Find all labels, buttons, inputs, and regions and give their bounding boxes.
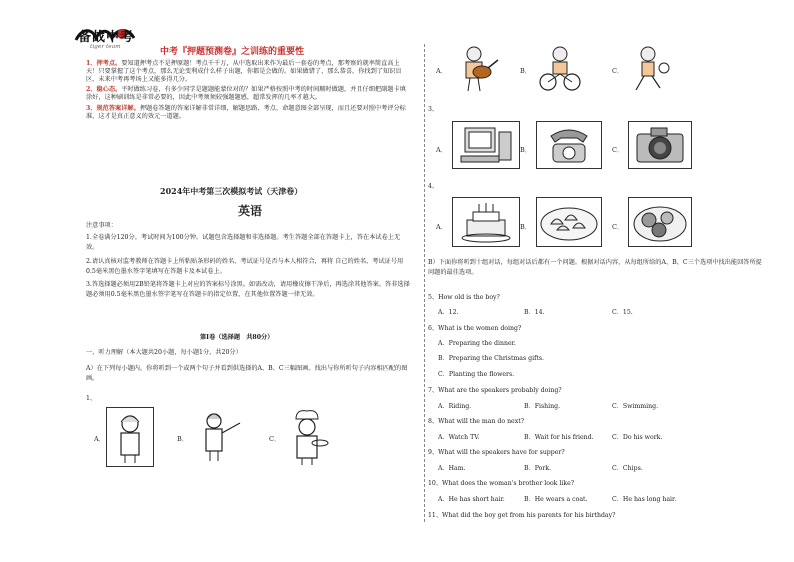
intro-text-1: 要知道押考点不是押原题！考点千千万，从中选取出来作为最后一套卷的考点，那考察的就率简直高上天！只要掌握了这个考点，那么无论变利成什么样子出题，你都是会做的。如果做错了，那么恭喜，你找到了知识盲区，未来中考再考场上又能多得几分。 xyxy=(86,60,402,83)
q3-pic-a xyxy=(452,121,520,169)
old-woman-icon xyxy=(107,408,153,466)
q5-option-c: C．15. xyxy=(612,309,633,316)
q8-option-b: B．Wait for his friend. xyxy=(524,434,594,441)
q2-pic-a xyxy=(452,44,500,94)
q3-option-a: A． xyxy=(436,146,448,154)
exam-title: 2024年中考第三次模拟考试（天津卷） xyxy=(160,186,303,196)
q2-pic-b xyxy=(536,44,584,94)
boy-running-icon xyxy=(628,44,672,94)
dumplings-icon xyxy=(537,198,601,246)
intro-item-3 xyxy=(86,105,412,121)
notes-title: 注意事项： xyxy=(86,222,117,229)
logo-subtext: tiger team xyxy=(90,44,121,50)
exam-subject: 英语 xyxy=(238,204,263,218)
telephone-icon xyxy=(537,122,601,168)
intro-key-2: 稳心态。 xyxy=(96,86,122,94)
q4-option-c: C． xyxy=(612,223,624,231)
q1-pic-b xyxy=(192,407,246,465)
q7-question: 7、What are the speakers probably doing? xyxy=(428,387,562,394)
food-plate-icon xyxy=(629,198,691,246)
intro-text-2: 平时做练习卷，有多少同学是题题能蒙位对的？如果严格按照中考的时间顺时做题，并且仔细把副题卡填涂好，这种刷训练是非常必要的，因此中考须须较强题题感，超常发挥的几率才越大。 xyxy=(86,86,406,101)
q6-option-b: B．Preparing the Christmas gifts. xyxy=(438,355,544,362)
intro-num-1: 1、 xyxy=(86,60,97,67)
q4-pic-c xyxy=(628,197,692,247)
q2-option-a: A． xyxy=(436,67,448,75)
notes-section xyxy=(86,222,412,300)
q9-option-a: A．Ham. xyxy=(438,465,466,472)
intro-item-1 xyxy=(86,60,412,83)
note-3: 3.答选择题必须用2B铅笔将答题卡上对应的答案标号涂黑。如需改动，请用橡皮擦干净后，再选涂其他答案。答非选择题必须用0.5毫米黑色墨水签字笔写在答题卡的指定位置，在其他位置答题一律无效。 xyxy=(86,281,410,299)
logo-text: 备战中考 xyxy=(78,30,135,45)
note-2: 2.请认真核对监考教师在答题卡上所粘贴条形码的姓名、考试证号是否与本人相符合，再将 自己的姓名、考试证号用0.5毫米黑色墨水签字笔填写在答题卡及本试卷上。 xyxy=(86,257,404,275)
q2-pic-c xyxy=(628,44,672,94)
boy-bike-icon xyxy=(536,44,584,94)
q1-number: 1、 xyxy=(86,395,97,402)
intro-num-3: 3、 xyxy=(86,104,97,112)
column-divider xyxy=(424,44,425,522)
q10-option-c: C．He has long hair. xyxy=(612,496,677,503)
intro-key-3: 规范答案详解。 xyxy=(96,104,140,112)
q11-question: 11、What did the boy get from his parents for his birthday? xyxy=(428,512,616,519)
q10-option-b: B．He wears a coat. xyxy=(524,496,588,503)
q7-option-b: B．Fishing. xyxy=(524,403,561,410)
q6-option-c: C．Planting the flowers. xyxy=(438,371,515,378)
q6-question: 6、What is the women doing? xyxy=(428,325,522,332)
q8-option-c: C．Do his work. xyxy=(612,434,663,441)
q1-pic-a xyxy=(106,407,154,467)
q6-option-a: A．Preparing the dinner. xyxy=(438,340,516,347)
q2-option-b: B． xyxy=(520,67,532,75)
birthday-cake-icon xyxy=(453,198,519,246)
q4-option-a: A． xyxy=(436,223,448,231)
q9-option-c: C．Chips. xyxy=(612,465,643,472)
q9-question: 9、What will the speakers have for supper? xyxy=(428,449,565,456)
q8-option-a: A．Watch TV. xyxy=(438,434,480,441)
q10-question: 10、What does the woman's brother look like? xyxy=(428,480,575,487)
note-1: 1.全卷满分120分。考试时间为100分钟。试题包含选择题和非选择题。考生答题全部在答题卡上，答在本试卷上无效。 xyxy=(86,233,401,251)
teacher-pointing-icon xyxy=(192,407,246,465)
q7-option-a: A．Riding. xyxy=(438,403,472,410)
q3-option-b: B． xyxy=(520,146,532,154)
q5-option-a: A．12. xyxy=(438,309,459,316)
intro-section xyxy=(86,60,412,120)
q1-option-a: A． xyxy=(94,435,106,443)
q3-number: 3、 xyxy=(428,106,439,113)
q4-pic-a xyxy=(452,197,520,247)
part-one-heading: 第I卷（选择题 共80分） xyxy=(200,334,274,341)
q9-option-b: B．Pork. xyxy=(524,465,552,472)
q4-option-b: B． xyxy=(520,223,532,231)
section-one-a: A）在下列每小题内，你将听到一个或两个句子并看到供选择的A、B、C三幅图画。找出与你所听句子内容相匹配的图画。 xyxy=(86,365,408,382)
section-b-instructions: B）下面你将听到十组对话，每组对话后都有一个问题。根据对话内容，从每组所给的A、B、C三个选项中找出能回答所提问题的最佳选项。 xyxy=(428,259,762,276)
q4-pic-b xyxy=(536,197,602,247)
q8-question: 8、What will the man do next? xyxy=(428,418,525,425)
q5-option-b: B．14. xyxy=(524,309,545,316)
q3-option-c: C． xyxy=(612,146,624,154)
q1-option-c: C． xyxy=(269,435,281,443)
q2-option-c: C． xyxy=(612,67,624,75)
computer-icon xyxy=(453,122,519,168)
q7-option-c: C．Swimming. xyxy=(612,403,659,410)
logo xyxy=(72,22,140,52)
camera-icon xyxy=(629,122,691,168)
chef-icon xyxy=(282,407,332,467)
q1-pic-c xyxy=(282,407,332,467)
q5-question: 5、How old is the boy? xyxy=(428,294,500,301)
intro-num-2: 2、 xyxy=(86,86,97,94)
q3-pic-c xyxy=(628,121,692,169)
section-one-heading: 一、听力理解（本大题共20小题，每小题1分，共20分） xyxy=(86,349,242,356)
q4-number: 4、 xyxy=(428,183,439,190)
intro-item-2 xyxy=(86,86,412,102)
q3-pic-b xyxy=(536,121,602,169)
boy-guitar-icon xyxy=(452,44,500,94)
intro-text-3: 押题卷答题的答案详解非常详细，解题思路、考点、命题意图全部呈现，而且还要对照中考评分标准，这才是真正意义的效元一道题。 xyxy=(86,104,406,120)
intro-key-1: 押考点。 xyxy=(96,60,122,67)
q1-option-b: B． xyxy=(177,435,189,443)
q10-option-a: A．He has short hair. xyxy=(438,496,505,503)
header-title: 中考『押题预测卷』之训练的重要性 xyxy=(160,47,305,57)
